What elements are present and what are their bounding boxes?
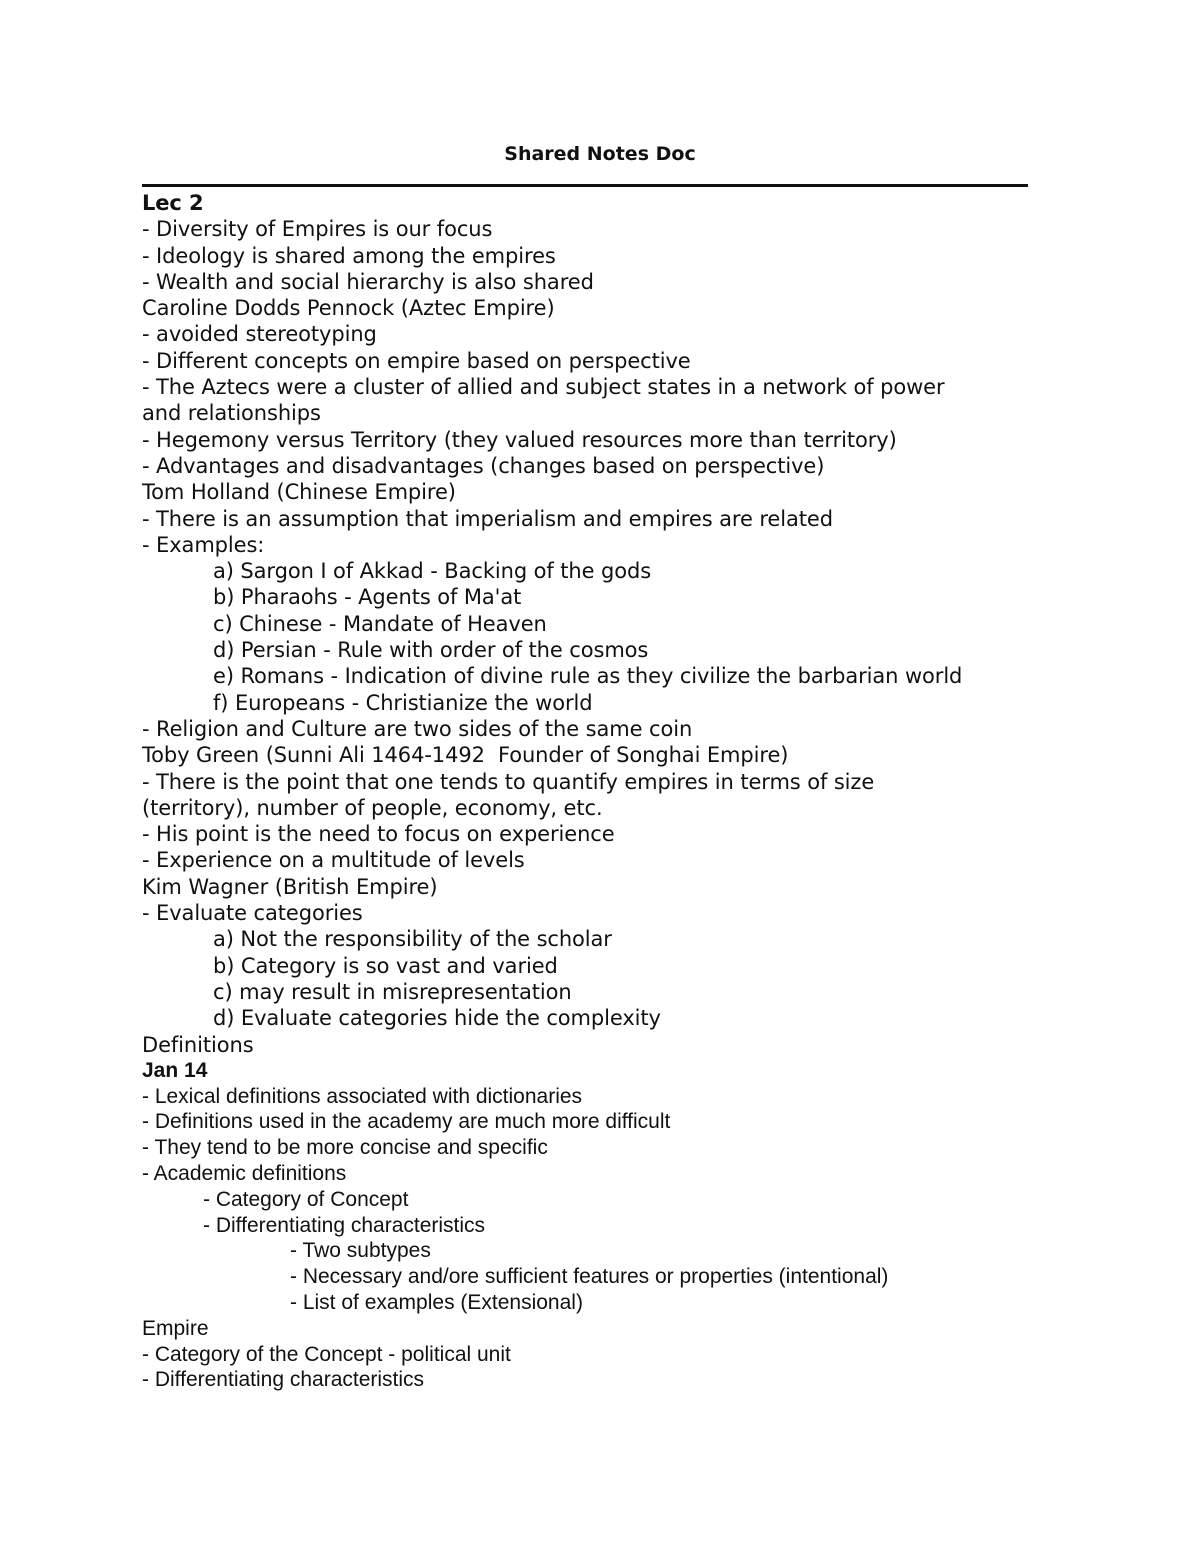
note-line: - Differentiating characteristics	[142, 1368, 425, 1392]
note-line: - Diversity of Empires is our focus	[142, 217, 493, 242]
note-line: - Examples:	[142, 532, 265, 557]
note-line: c) Chinese - Mandate of Heaven	[213, 611, 547, 636]
note-line: - There is an assumption that imperialism and empires are related	[142, 506, 833, 531]
note-line: f) Europeans - Christianize the world	[213, 690, 593, 715]
note-line: - Category of the Concept - political unit	[142, 1342, 511, 1366]
note-line: - Definitions used in the academy are much more difficult	[142, 1110, 671, 1134]
document-title: Shared Notes Doc	[504, 143, 696, 165]
note-line: - Advantages and disadvantages (changes based on perspective)	[142, 453, 825, 478]
title-divider-line	[142, 184, 1028, 187]
note-line: Jan 14	[142, 1058, 208, 1082]
note-line: and relationships	[142, 401, 321, 426]
note-line: - Necessary and/ore sufficient features or properties (intentional)	[290, 1265, 889, 1289]
note-line: e) Romans - Indication of divine rule as they civilize the barbarian world	[213, 664, 963, 689]
note-line: - Hegemony versus Territory (they valued resources more than territory)	[142, 427, 897, 452]
note-line: Toby Green (Sunni Ali 1464-1492 Founder of Songhai Empire)	[142, 743, 789, 768]
note-line: Tom Holland (Chinese Empire)	[142, 480, 456, 505]
note-line: b) Pharaohs - Agents of Ma'at	[213, 585, 522, 610]
note-line: d) Persian - Rule with order of the cosmos	[213, 638, 649, 663]
note-line: Caroline Dodds Pennock (Aztec Empire)	[142, 296, 555, 321]
note-line: - The Aztecs were a cluster of allied and subject states in a network of power	[142, 375, 945, 400]
note-line: c) may result in misrepresentation	[213, 979, 572, 1004]
note-line: a) Sargon I of Akkad - Backing of the gods	[213, 559, 652, 584]
note-line: b) Category is so vast and varied	[213, 953, 558, 978]
note-line: - Lexical definitions associated with dictionaries	[142, 1084, 583, 1108]
note-line: - Religion and Culture are two sides of the same coin	[142, 716, 693, 741]
note-line: - They tend to be more concise and specific	[142, 1136, 548, 1160]
note-line: - Differentiating characteristics	[203, 1213, 486, 1237]
note-line: Empire	[142, 1316, 209, 1340]
note-line: - Academic definitions	[142, 1161, 347, 1185]
note-line: - Two subtypes	[290, 1239, 431, 1263]
note-line: - Category of Concept	[203, 1187, 409, 1211]
note-line: - List of examples (Extensional)	[290, 1290, 583, 1314]
note-line: - Wealth and social hierarchy is also shared	[142, 269, 594, 294]
note-line: a) Not the responsibility of the scholar	[213, 927, 612, 952]
note-line: - Evaluate categories	[142, 901, 363, 926]
note-line: - His point is the need to focus on experience	[142, 822, 615, 847]
note-line: d) Evaluate categories hide the complexity	[213, 1006, 661, 1031]
notes-body	[142, 190, 1142, 1393]
note-line: - Different concepts on empire based on perspective	[142, 348, 691, 373]
note-line: Definitions	[142, 1032, 254, 1057]
note-line: Lec 2	[142, 191, 204, 215]
note-line: - avoided stereotyping	[142, 322, 377, 347]
note-line: (territory), number of people, economy, etc.	[142, 795, 603, 820]
note-line: Kim Wagner (British Empire)	[142, 874, 438, 899]
note-line: - Ideology is shared among the empires	[142, 243, 556, 268]
note-line: - There is the point that one tends to quantify empires in terms of size	[142, 769, 875, 794]
note-line: - Experience on a multitude of levels	[142, 848, 525, 873]
